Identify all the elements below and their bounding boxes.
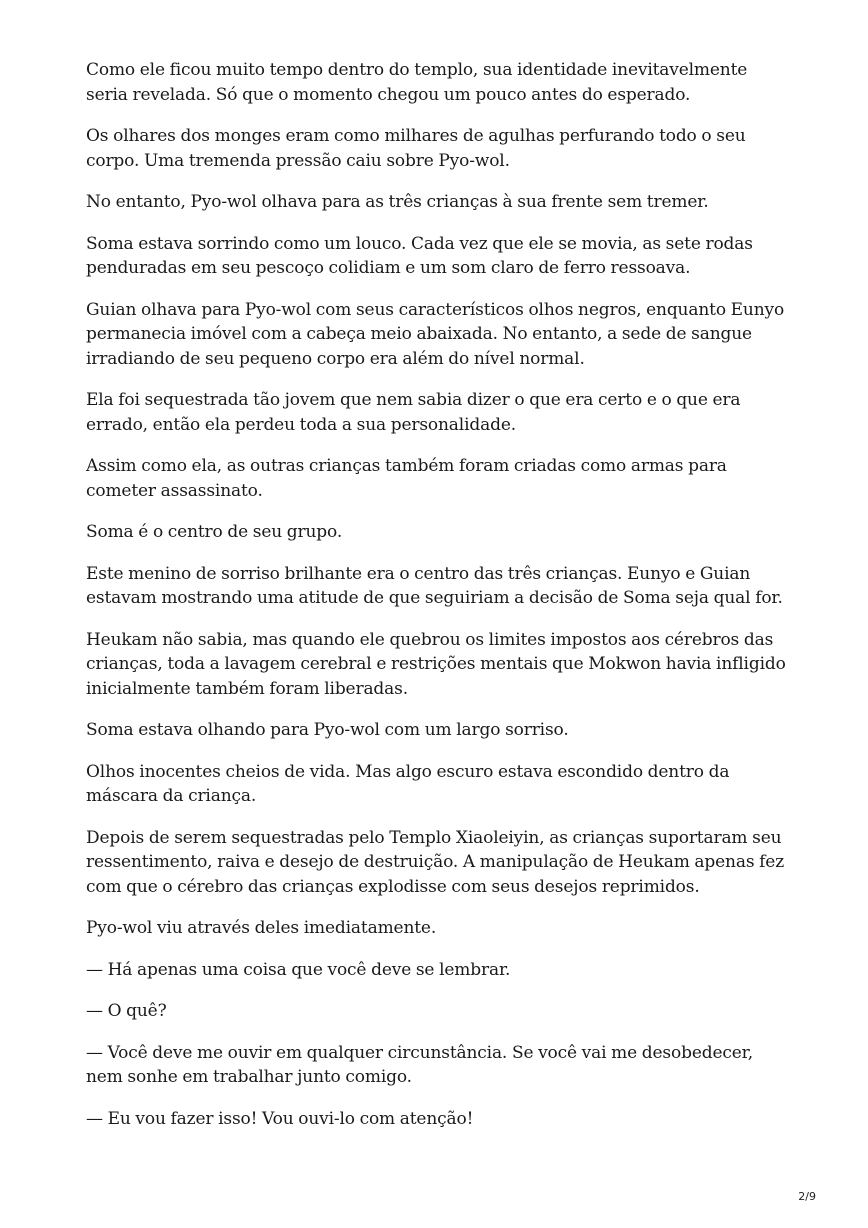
paragraph-5: Guian olhava para Pyo-wol com seus característicos olhos negros, enquanto Eunyo permanecia imóvel com a cabeça meio abaixada. No entanto, a sede de sangue irradiando de seu pequeno corpo era além do nível normal. xyxy=(86,299,785,369)
paragraph-8: Soma é o centro de seu grupo. xyxy=(86,522,343,542)
paragraph-2: Os olhares dos monges eram como milhares de agulhas perfurando todo o seu corpo. Uma tremenda pressão caiu sobre Pyo-wol. xyxy=(86,126,746,171)
paragraph-11: Soma estava olhando para Pyo-wol com um largo sorriso. xyxy=(86,720,569,740)
paragraph-10: Heukam não sabia, mas quando ele quebrou os limites impostos aos cérebros das crianças, toda a lavagem cerebral e restrições mentais que Mokwon havia infligido inicialmente também foram liberadas. xyxy=(86,629,786,699)
paragraph-3: No entanto, Pyo-wol olhava para as três crianças à sua frente sem tremer. xyxy=(86,192,709,212)
paragraph-16: — O quê? xyxy=(86,1001,167,1021)
paragraph-18: — Eu vou fazer isso! Vou ouvi-lo com atenção! xyxy=(86,1108,474,1129)
paragraph-1: Como ele ficou muito tempo dentro do templo, sua identidade inevitavelmente seria revelada. Só que o momento chegou um pouco antes do esperado. xyxy=(86,60,748,105)
paragraph-14: Pyo-wol viu através deles imediatamente. xyxy=(86,918,437,938)
paragraph-15: — Há apenas uma coisa que você deve se lembrar. xyxy=(86,959,511,980)
paragraph-7: Assim como ela, as outras crianças também foram criadas como armas para cometer assassinato. xyxy=(86,456,727,501)
page-number: 2/9 xyxy=(798,1190,816,1203)
paragraph-4: Soma estava sorrindo como um louco. Cada vez que ele se movia, as sete rodas penduradas em seu pescoço colidiam e um som claro de ferro ressoava. xyxy=(86,233,753,278)
document-body xyxy=(86,58,790,1148)
paragraph-9: Este menino de sorriso brilhante era o centro das três crianças. Eunyo e Guian estavam mostrando uma atitude de que seguiriam a decisão de Soma seja qual for. xyxy=(86,563,783,608)
paragraph-13: Depois de serem sequestradas pelo Templo Xiaoleiyin, as crianças suportaram seu ressentimento, raiva e desejo de destruição. A manipulação de Heukam apenas fez com que o cérebro das crianças explodisse com seus desejos reprimidos. xyxy=(86,827,785,897)
paragraph-12: Olhos inocentes cheios de vida. Mas algo escuro estava escondido dentro da máscara da criança. xyxy=(86,761,730,806)
paragraph-6: Ela foi sequestrada tão jovem que nem sabia dizer o que era certo e o que era errado, então ela perdeu toda a sua personalidade. xyxy=(86,390,741,435)
paragraph-17: — Você deve me ouvir em qualquer circunstância. Se você vai me desobedecer, nem sonhe em trabalhar junto comigo. xyxy=(86,1042,754,1087)
